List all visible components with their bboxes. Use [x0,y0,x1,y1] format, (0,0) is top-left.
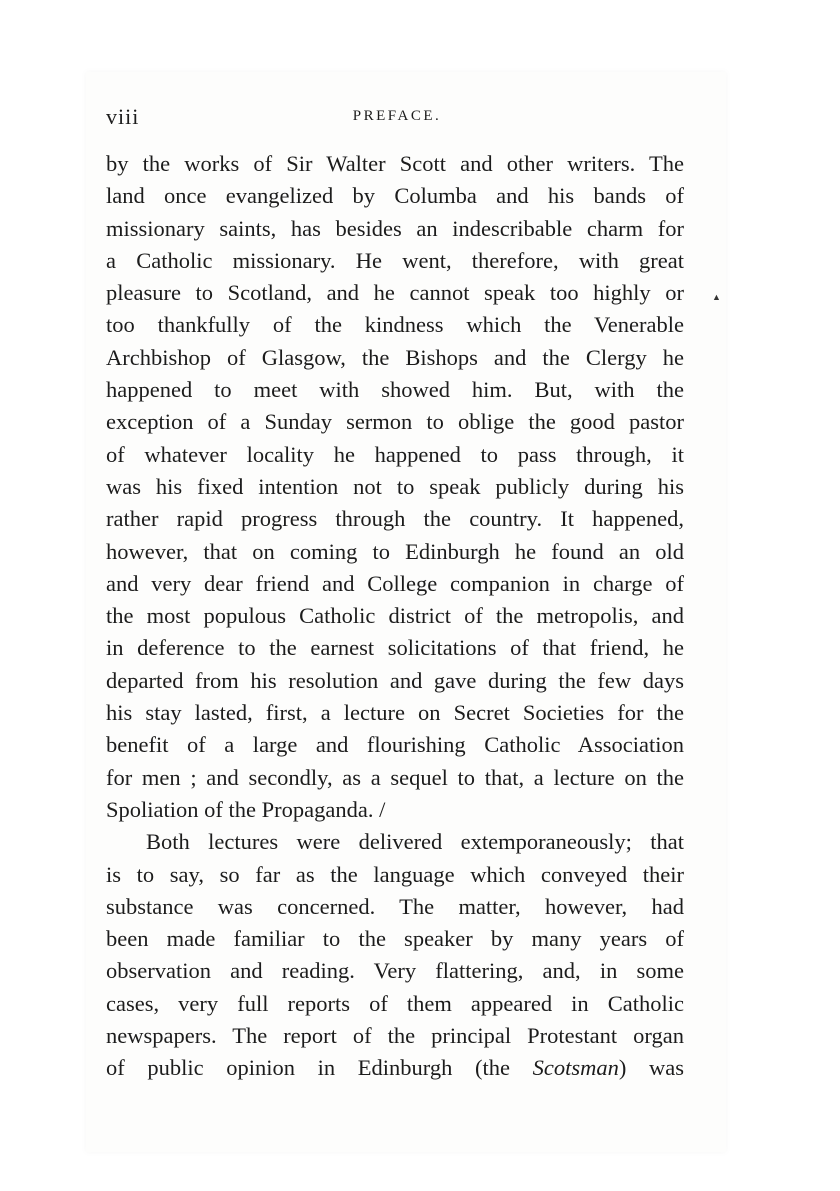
paragraph-start-line: Both lectures were delivered extemporaneously; that [146,829,684,855]
body-text [106,148,684,1085]
text-line: newspapers. The report of the principal Protestant organ [106,1023,684,1049]
text-line: land once evangelized by Columba and his bands of [106,183,684,209]
text-line: was his fixed intention not to speak publicly during his [106,473,684,499]
text-line: a Catholic missionary. He went, therefore, with great [106,247,684,273]
text-line: Archbishop of Glasgow, the Bishops and the Clergy he [106,344,684,370]
text-line: pleasure to Scotland, and he cannot speak too highly or [106,280,684,306]
text-line: however, that on coming to Edinburgh he found an old [106,538,684,564]
text-line: his stay lasted, first, a lecture on Secret Societies for the [106,700,684,726]
margin-mark-icon: ▲ [712,292,721,302]
text-line: for men ; and secondly, as a sequel to that, a lecture on the [106,764,684,790]
paragraph-end-line: Spoliation of the Propaganda. / [106,796,386,822]
text-line: exception of a Sunday sermon to oblige the good pastor [106,409,684,435]
text-line: of whatever locality he happened to pass through, it [106,441,684,467]
text-line: by the works of Sir Walter Scott and other writers. The [106,151,684,176]
text-line: happened to meet with showed him. But, with the [106,377,684,403]
text-line: rather rapid progress through the country. It happened, [106,506,684,532]
text-line: the most populous Catholic district of the metropolis, and [106,603,684,629]
text-line: benefit of a large and flourishing Catholic Association [106,732,684,758]
text-line: is to say, so far as the language which conveyed their [106,861,684,887]
text-line: too thankfully of the kindness which the Venerable [106,312,684,338]
text-line: substance was concerned. The matter, however, had [106,893,684,919]
running-head [106,104,688,136]
final-text-line [106,1052,684,1084]
text-line: been made familiar to the speaker by many years of [106,926,684,952]
text-line: missionary saints, has besides an indescribable charm for [106,215,684,241]
text-line: and very dear friend and College companion in charge of [106,570,684,596]
newspaper-title: Scotsman [532,1055,619,1081]
text-line: cases, very full reports of them appeared in Catholic [106,990,684,1016]
text-line: observation and reading. Very flattering, and, in some [106,958,684,984]
final-line-start: of public opinion in Edinburgh (the [106,1055,533,1081]
final-line-end: ) was [618,1055,684,1081]
text-line: departed from his resolution and gave during the few days [106,667,684,693]
text-line: in deference to the earnest solicitations of that friend, he [106,635,684,661]
running-title: PREFACE. [352,108,442,124]
page-number: viii [106,104,140,129]
